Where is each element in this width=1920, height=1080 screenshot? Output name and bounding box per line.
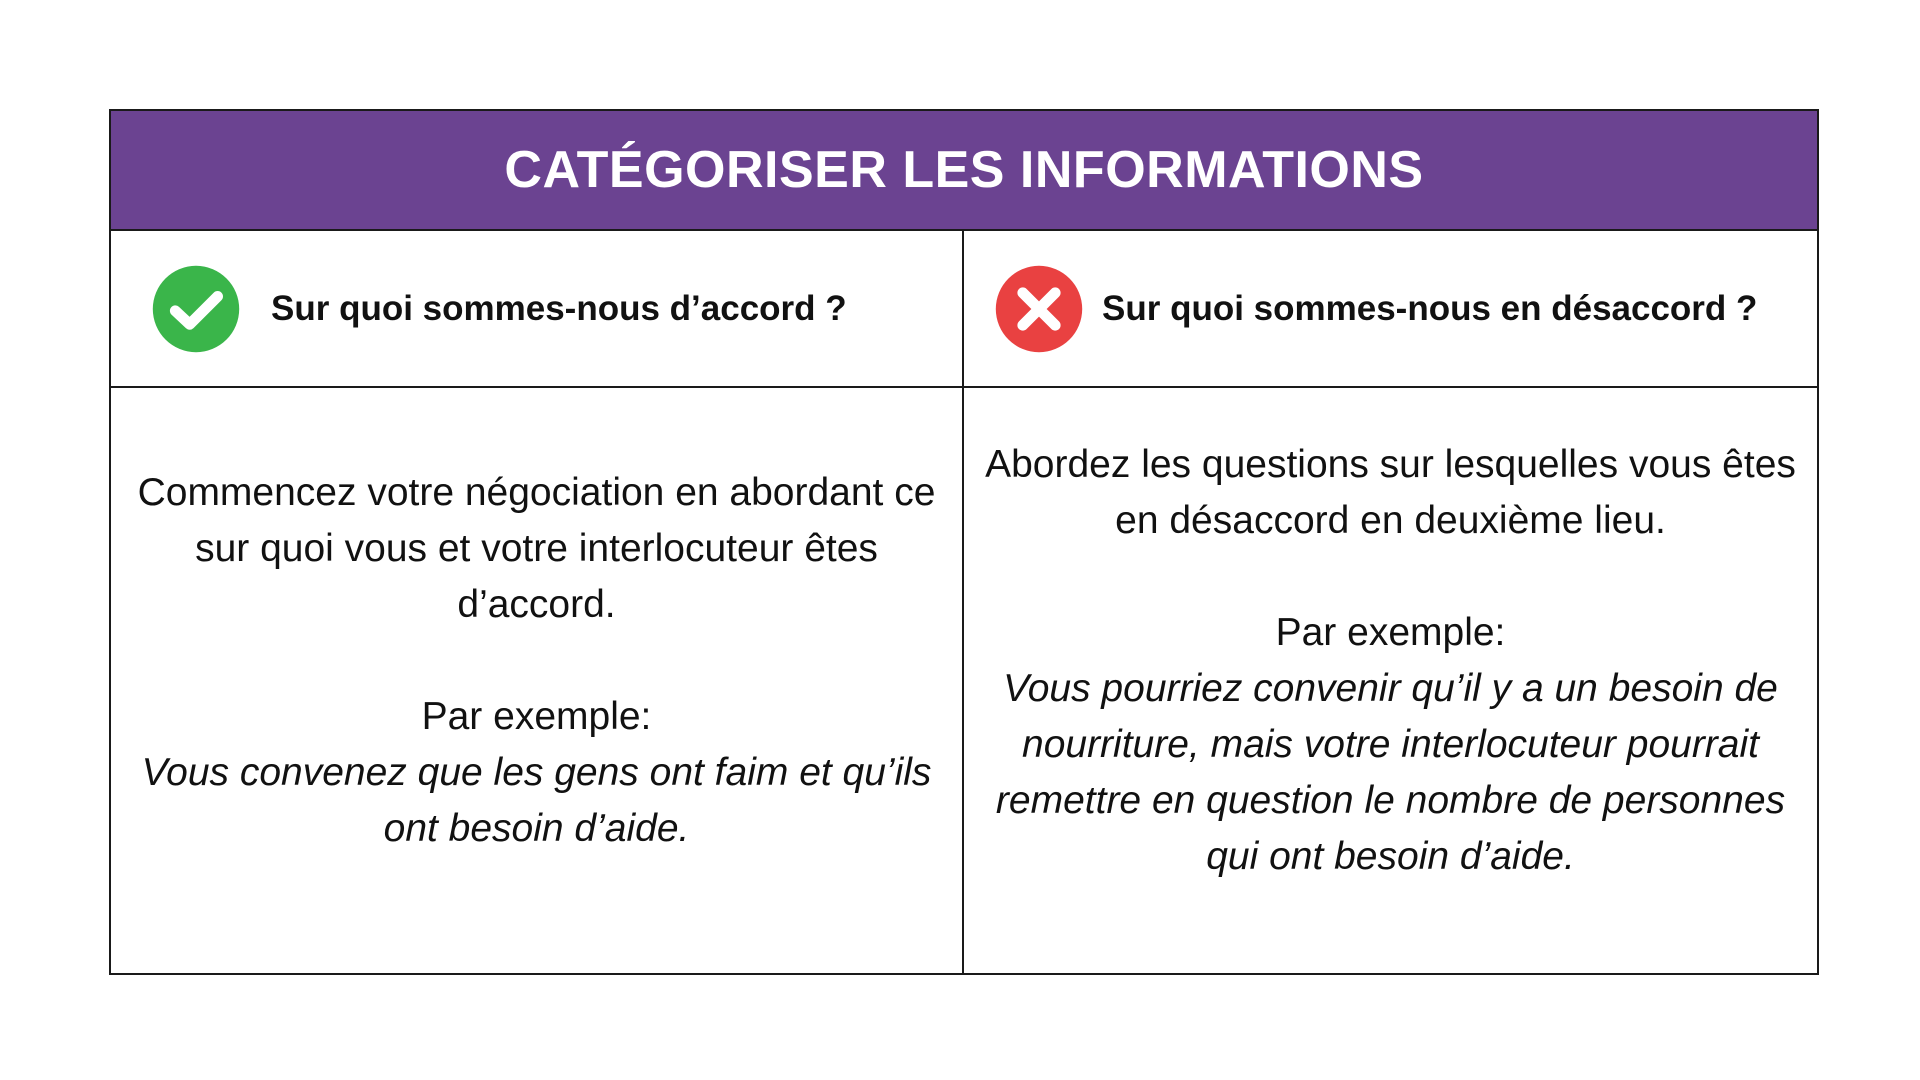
agree-example-text: Vous convenez que les gens ont faim et qu’ils ont besoin d’aide. (141, 750, 932, 850)
agree-description: Commencez votre négociation en abordant ce sur quoi vous et votre interlocuteur êtes d’accord. (137, 470, 936, 626)
disagree-description: Abordez les questions sur lesquelles vous êtes en désaccord en deuxième lieu. (985, 442, 1796, 542)
disagree-example-text: Vous pourriez convenir qu’il y a un besoin de nourriture, mais votre interlocuteur pourrait remettre en question le nombre de personnes qui ont besoin d’aide. (995, 666, 1786, 878)
x-circle-icon (994, 264, 1084, 354)
disagree-body-cell (964, 388, 1817, 973)
agree-example-label: Par exemple: (421, 694, 652, 738)
agree-body-cell (111, 388, 964, 973)
disagree-heading: Sur quoi sommes-nous en désaccord ? (1102, 288, 1758, 328)
disagree-example-label: Par exemple: (1275, 610, 1506, 654)
agree-heading: Sur quoi sommes-nous d’accord ? (271, 288, 847, 328)
content-row (111, 388, 1817, 973)
disagree-header-cell (964, 231, 1817, 386)
column-header-row (111, 231, 1817, 388)
page-title: CATÉGORISER LES INFORMATIONS (504, 141, 1424, 199)
title-bar (111, 111, 1817, 231)
categorize-table (109, 109, 1819, 975)
agree-header-cell (111, 231, 964, 386)
check-circle-icon (151, 264, 241, 354)
